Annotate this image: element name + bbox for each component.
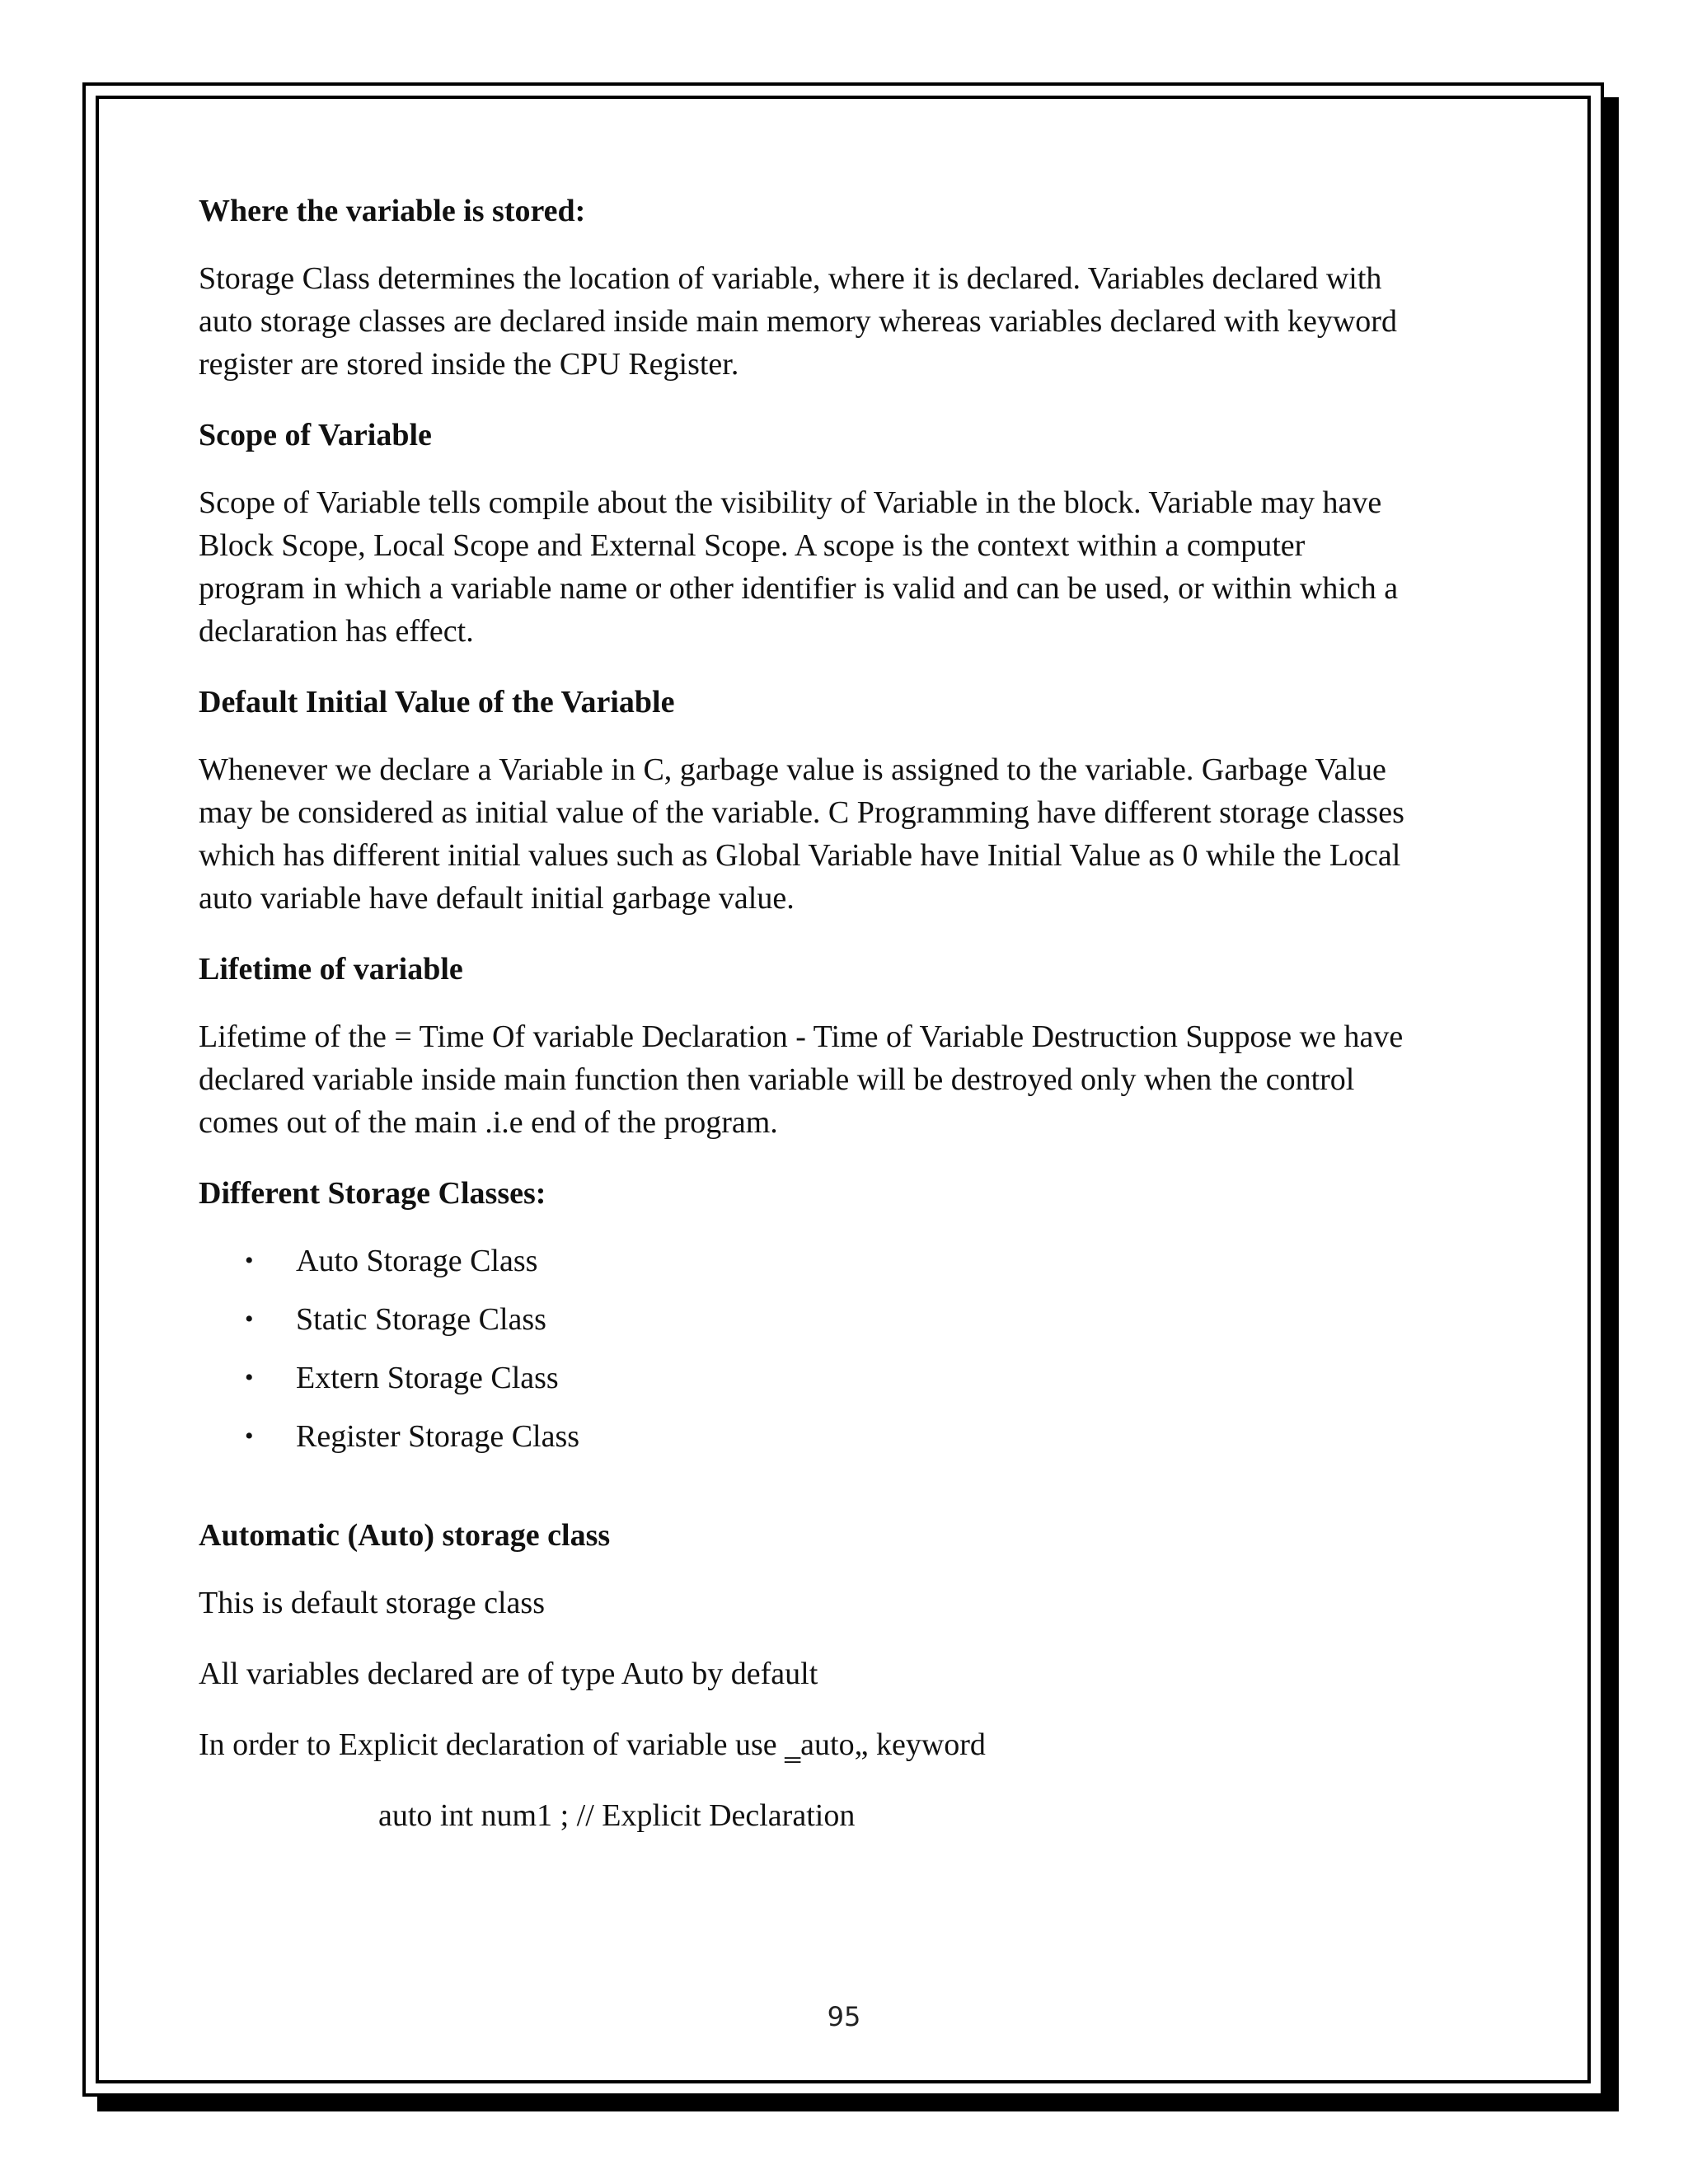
text-line: which has different initial values such as Global Variable have Initial Value as 0 while the Local xyxy=(199,838,1401,873)
list-item-label: Static Storage Class xyxy=(296,1302,546,1337)
list-item-label: Auto Storage Class xyxy=(296,1244,538,1278)
storage-class-list xyxy=(199,1240,1501,1458)
list-item xyxy=(199,1357,1501,1399)
section-auto-storage-class xyxy=(199,1514,1501,1837)
section-default-initial-value xyxy=(199,681,1501,920)
list-item-label: Register Storage Class xyxy=(296,1419,580,1454)
section-paragraph xyxy=(199,481,1501,653)
section-lifetime xyxy=(199,948,1501,1144)
text-line: comes out of the main .i.e end of the program. xyxy=(199,1105,778,1140)
section-where-stored xyxy=(199,190,1501,386)
section-storage-classes xyxy=(199,1172,1501,1458)
bullet-icon: • xyxy=(245,1305,254,1333)
bullet-icon: • xyxy=(245,1364,254,1391)
page-number: 95 xyxy=(827,2001,861,2032)
section-paragraph: In order to Explicit declaration of variable use ‗auto„ keyword xyxy=(199,1727,986,1762)
text-line: auto storage classes are declared inside main memory whereas variables declared with keyword xyxy=(199,304,1397,339)
list-item xyxy=(199,1298,1501,1341)
section-paragraph xyxy=(199,748,1501,920)
bullet-icon: • xyxy=(245,1247,254,1274)
section-heading: Where the variable is stored: xyxy=(199,194,586,228)
section-heading: Scope of Variable xyxy=(199,418,432,452)
text-line: declaration has effect. xyxy=(199,614,474,649)
text-line: program in which a variable name or other identifier is valid and can be used, or within which a xyxy=(199,571,1399,606)
code-example: auto int num1 ; // Explicit Declaration xyxy=(378,1798,856,1833)
text-line: register are stored inside the CPU Register. xyxy=(199,347,739,382)
text-line: Lifetime of the = Time Of variable Declaration - Time of Variable Destruction Suppose we have xyxy=(199,1019,1404,1054)
text-line: Scope of Variable tells compile about the visibility of Variable in the block. Variable may have xyxy=(199,485,1382,520)
section-heading: Lifetime of variable xyxy=(199,952,463,987)
text-line: Storage Class determines the location of variable, where it is declared. Variables declared with xyxy=(199,261,1382,296)
bullet-icon: • xyxy=(245,1422,254,1450)
text-line: Whenever we declare a Variable in C, garbage value is assigned to the variable. Garbage Value xyxy=(199,752,1386,787)
section-paragraph: All variables declared are of type Auto by default xyxy=(199,1657,818,1691)
text-line: auto variable have default initial garbage value. xyxy=(199,881,795,916)
section-paragraph: This is default storage class xyxy=(199,1586,546,1620)
text-line: declared variable inside main function then variable will be destroyed only when the control xyxy=(199,1062,1355,1097)
section-scope xyxy=(199,414,1501,653)
list-item xyxy=(199,1415,1501,1458)
section-heading: Automatic (Auto) storage class xyxy=(199,1518,611,1553)
text-line: Block Scope, Local Scope and External Scope. A scope is the context within a computer xyxy=(199,528,1306,563)
text-line: may be considered as initial value of the variable. C Programming have different storage classes xyxy=(199,795,1404,830)
list-item-label: Extern Storage Class xyxy=(296,1361,559,1395)
section-paragraph xyxy=(199,1015,1501,1144)
page-content xyxy=(199,190,1501,1837)
section-paragraph xyxy=(199,257,1501,386)
section-heading: Different Storage Classes: xyxy=(199,1176,546,1211)
list-item xyxy=(199,1240,1501,1282)
section-heading: Default Initial Value of the Variable xyxy=(199,685,675,719)
